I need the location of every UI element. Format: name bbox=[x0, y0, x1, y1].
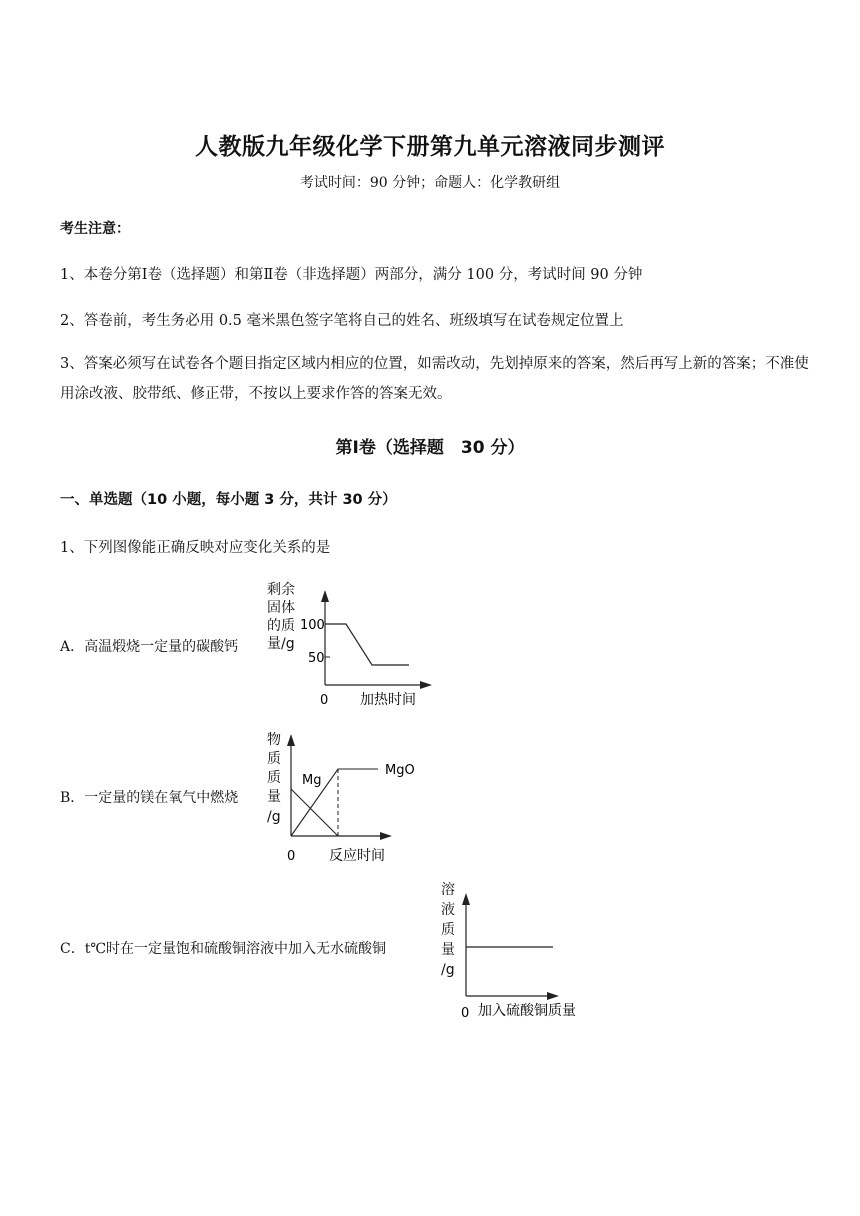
note-item-2: 2、答卷前，考生务必用 0.5 毫米黑色签字笔将自己的姓名、班级填写在试卷规定位置上 bbox=[60, 313, 624, 329]
option-b-ylabel-line: 物 bbox=[267, 732, 281, 748]
option-c-y-arrow bbox=[462, 893, 470, 905]
option-a-y-arrow bbox=[321, 590, 329, 602]
option-b-ylabel-line: 量 bbox=[267, 789, 281, 805]
option-b-mg-line bbox=[291, 789, 338, 836]
option-c-ylabel-line: 溶 bbox=[441, 882, 455, 898]
option-c-x-arrow bbox=[547, 992, 559, 1000]
option-b-label: B．一定量的镁在氧气中燃烧 bbox=[60, 790, 239, 806]
option-c-origin: 0 bbox=[461, 1006, 470, 1021]
option-c-chart bbox=[437, 878, 607, 1023]
notes-heading: 考生注意： bbox=[60, 221, 130, 237]
option-c-ylabel-line: 量 bbox=[441, 942, 455, 958]
option-b-series-label-mg: Mg bbox=[302, 773, 322, 788]
option-a-origin: 0 bbox=[320, 693, 329, 708]
option-a-ylabel-line: 的质 bbox=[267, 618, 295, 634]
option-c-ylabel-line: 液 bbox=[441, 902, 455, 918]
option-a-ylabel-line: 剩余 bbox=[267, 582, 295, 598]
option-b-ylabel-line: /g bbox=[267, 809, 281, 825]
option-a-tick-label: 50 bbox=[308, 651, 325, 666]
option-a-ylabel bbox=[267, 582, 295, 652]
option-a-chart bbox=[262, 578, 432, 708]
option-a-ylabel-line: 固体 bbox=[267, 600, 295, 616]
section-title: 第Ⅰ卷（选择题 30 分） bbox=[335, 438, 525, 458]
option-b-x-arrow bbox=[380, 832, 392, 840]
option-a-x-arrow bbox=[420, 681, 432, 689]
exam-info: 考试时间：90 分钟；命题人：化学教研组 bbox=[299, 175, 561, 191]
option-b-series-label-mgo: MgO bbox=[385, 763, 415, 778]
option-c-ylabel-line: /g bbox=[441, 962, 455, 978]
option-b-origin: 0 bbox=[287, 849, 296, 864]
option-a-series-line bbox=[325, 624, 409, 665]
option-b-ylabel-line: 质 bbox=[267, 770, 281, 786]
question-stem: 1、下列图像能正确反映对应变化关系的是 bbox=[60, 540, 331, 556]
option-b-chart bbox=[262, 728, 432, 868]
option-b-ylabel-line: 质 bbox=[267, 751, 281, 767]
option-a-label: A．高温煅烧一定量的碳酸钙 bbox=[60, 639, 239, 655]
option-c-ylabel-line: 质 bbox=[441, 922, 455, 938]
note-item-3: 3、答案必须写在试卷各个题目指定区域内相应的位置，如需改动，先划掉原来的答案，然后再写上新的答案；不准使用涂改液、胶带纸、修正带，不按以上要求作答的答案无效。 bbox=[60, 356, 809, 402]
option-a-ylabel-line: 量/g bbox=[267, 636, 295, 652]
option-b-y-arrow bbox=[287, 734, 295, 746]
option-a-xlabel: 加热时间 bbox=[360, 692, 416, 708]
option-a-tick-label: 100 bbox=[300, 618, 325, 633]
option-c-xlabel: 加入硫酸铜质量 bbox=[478, 1003, 576, 1019]
note-item-1: 1、本卷分第Ⅰ卷（选择题）和第Ⅱ卷（非选择题）两部分，满分 100 分，考试时间 90 分钟 bbox=[60, 267, 643, 283]
option-b-xlabel: 反应时间 bbox=[329, 848, 385, 864]
question-type-heading: 一、单选题（10 小题，每小题 3 分，共计 30 分） bbox=[60, 492, 397, 508]
option-c-label: C．t℃时在一定量饱和硫酸铜溶液中加入无水硫酸铜 bbox=[60, 941, 386, 957]
page-title: 人教版九年级化学下册第九单元溶液同步测评 bbox=[195, 134, 665, 160]
